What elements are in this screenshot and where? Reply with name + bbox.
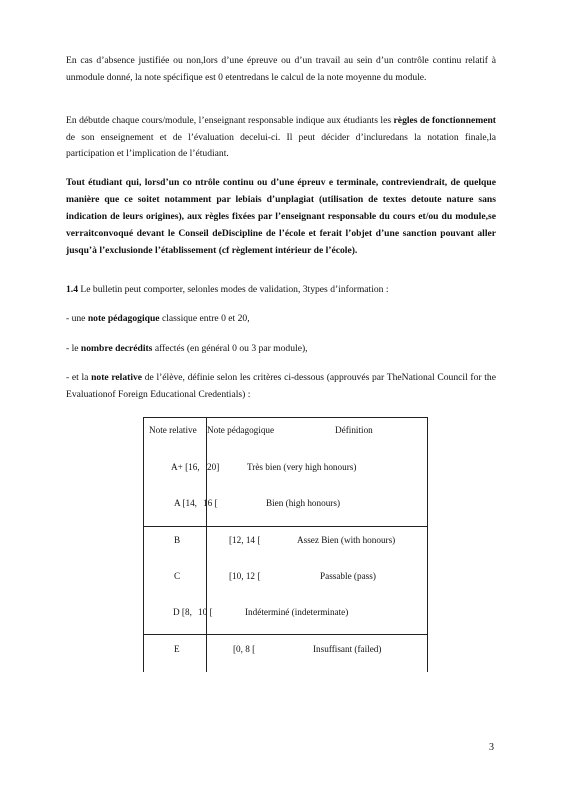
bulletin-text: Le bulletin peut comporter, selonles modes de validation, 3types d’information :	[78, 284, 389, 295]
item-prefix: - une	[66, 313, 88, 324]
row-a-plus-range: 20]	[207, 462, 220, 472]
item-bold: note relative	[91, 372, 143, 383]
row-a-range: 16 [	[203, 498, 218, 508]
row-e-definition: Insuffisant (failed)	[313, 644, 382, 654]
header-definition: Définition	[335, 425, 373, 435]
item-text: affectés (en général 0 ou 3 par module),	[152, 343, 308, 354]
bulletin-paragraph	[66, 282, 496, 299]
absence-paragraph: En cas d’absence justifiée ou non,lors d’une épreuve ou d’un travail au sein d’un contrôle continu relatif à unmodule donné, la note spécifique est 0 etentredans le calcul de la note moyenne du module.	[66, 55, 496, 83]
row-a-plus-relative: A+ [16,	[171, 462, 200, 472]
header-note-relative: Note relative	[149, 425, 197, 435]
note-pedagogique-item	[66, 311, 496, 328]
row-c-range: [10, 12 [	[229, 571, 261, 581]
row-d-range: 10 [	[198, 607, 213, 617]
course-rules-bold: règles de fonctionnement	[393, 115, 496, 126]
credits-item	[66, 341, 496, 358]
row-e-relative: E	[174, 644, 180, 654]
course-rules-text-start: En débutde chaque cours/module, l’enseignant responsable indique aux étudiants les	[66, 115, 394, 126]
row-a-relative: A [14,	[174, 498, 197, 508]
row-divider	[143, 526, 428, 527]
course-rules-paragraph	[66, 113, 496, 163]
row-b-range: [12, 14 [	[229, 535, 261, 545]
header-note-pedagogique: Note pédagogique	[207, 425, 275, 435]
row-b-definition: Assez Bien (with honours)	[297, 535, 396, 545]
item-bold: note pédagogique	[87, 313, 160, 324]
item-text: de l’élève, définie selon les critères ci-dessous (approuvés par TheNational Council for the Evaluationof Foreign Educational Credentials) :	[66, 372, 496, 400]
item-prefix: - le	[66, 343, 81, 354]
section-number: 1.4	[66, 284, 78, 295]
row-e-range: [0, 8 [	[233, 644, 256, 654]
course-rules-text-end: de son enseignement et de l’évaluation decelui-ci. Il peut décider d’incluredans la notation finale,la participation et l’implication de l’étudiant.	[66, 131, 496, 159]
plagiarism-paragraph: Tout étudiant qui, lorsd’un co ntrôle continu ou d’une épreuv e terminale, contreviendrait, de quelque manière que ce soitet notamment par lebiais d’unplagiat (utilisation de textes detoute nature sans indication de leurs origines), aux règles fixées par l’enseignant responsable du cours et/ou du module,se verraitconvoqué devant le Conseil deDiscipline de l’école et ferait l’objet d’une sanction pouvant aller jusqu’à l’exclusionde l’établissement (cf règlement intérieur de l’école).	[66, 177, 496, 256]
row-c-definition: Passable (pass)	[320, 571, 376, 581]
item-text: classique entre 0 et 20,	[159, 313, 250, 324]
note-relative-item	[66, 370, 496, 403]
row-a-definition: Bien (high honours)	[266, 498, 341, 508]
row-d-definition: Indéterminé (indeterminate)	[245, 607, 349, 617]
row-b-relative: B	[174, 535, 181, 545]
row-a-plus-definition: Très bien (very high honours)	[247, 462, 357, 472]
row-d-relative: D [8,	[173, 607, 192, 617]
item-bold: nombre decrédits	[80, 343, 153, 354]
row-divider	[143, 634, 428, 635]
item-prefix: - et la	[66, 372, 92, 383]
page-number: 3	[489, 742, 494, 753]
row-c-relative: C	[174, 571, 181, 581]
